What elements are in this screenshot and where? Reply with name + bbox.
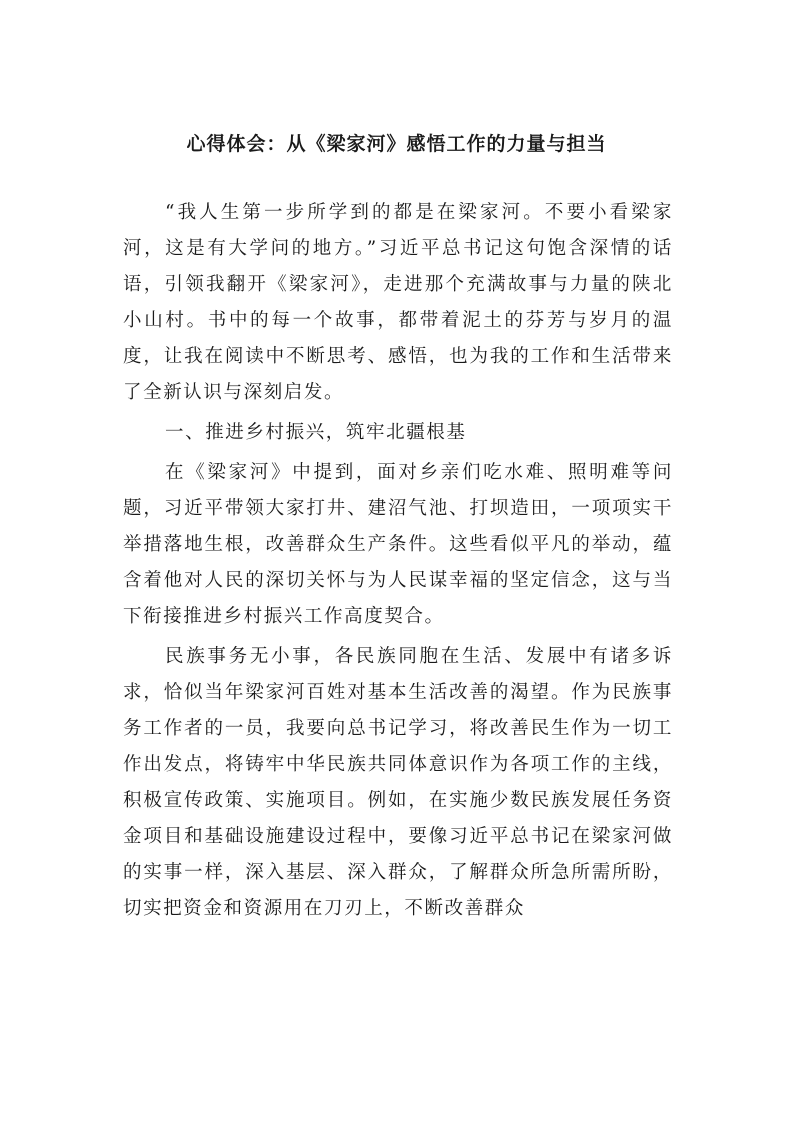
paragraph-section1-1: 在《梁家河》中提到，面对乡亲们吃水难、照明难等问题，习近平带领大家打井、建沼气池、打坝造田，一项项实干举措落地生根，改善群众生产条件。这些看似平凡的举动，蕴含着他对人民的深切关怀与为人民谋幸福的坚定信念，这与当下衔接推进乡村振兴工作高度契合。 [123,462,673,627]
document-title: 心得体会：从《梁家河》感悟工作的力量与担当 [186,133,607,155]
paragraph-intro: “我人生第一步所学到的都是在梁家河。不要小看梁家河，这是有大学问的地方。”习近平总书记这句饱含深情的话语，引领我翻开《梁家河》，走进那个充满故事与力量的陕北小山村。书中的每一个故事，都带着泥土的芬芳与岁月的温度，让我在阅读中不断思考、感悟，也为我的工作和生活带来了全新认识与深刻启发。 [123,202,673,403]
section-heading-1: 一、推进乡村振兴，筑牢北疆根基 [165,422,467,443]
paragraph-section1-2: 民族事务无小事，各民族同胞在生活、发展中有诸多诉求，恰似当年梁家河百姓对基本生活改善的渴望。作为民族事务工作者的一员，我要向总书记学习，将改善民生作为一切工作出发点，将铸牢中华民族共同体意识作为各项工作的主线，积极宣传政策、实施项目。例如，在实施少数民族发展任务资金项目和基础设施建设过程中，要像习近平总书记在梁家河做的实事一样，深入基层、深入群众，了解群众所急所需所盼，切实把资金和资源用在刀刃上，不断改善群众 [123,646,673,919]
document-body [123,195,673,931]
